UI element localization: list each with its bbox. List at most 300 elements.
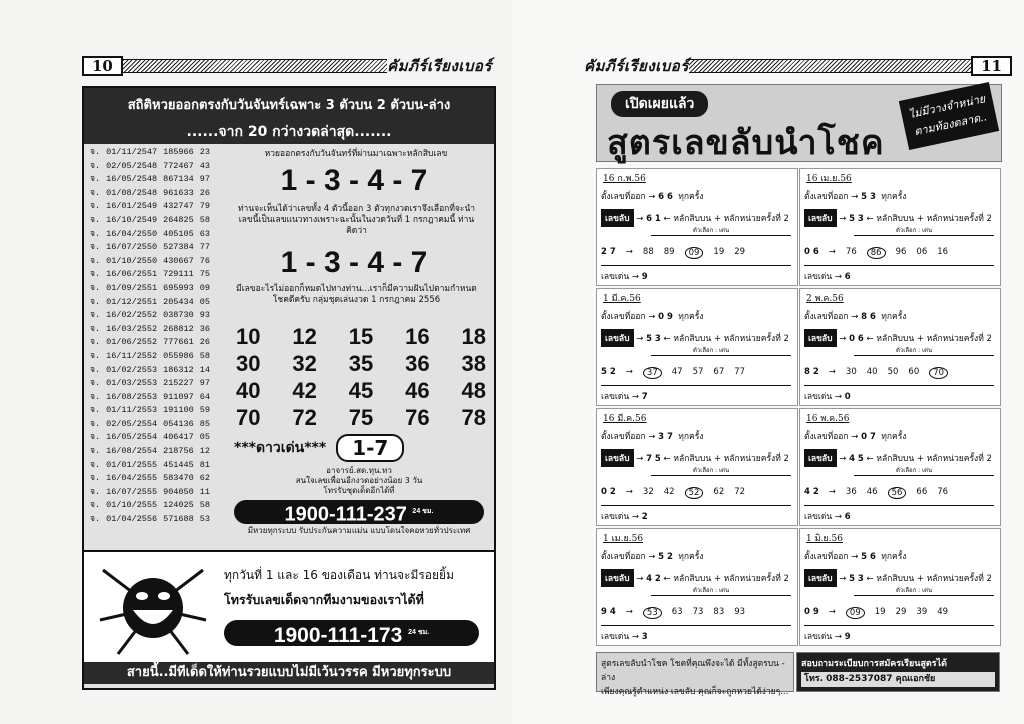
- draw-date: 01/11/2547: [106, 147, 158, 157]
- draw-row: [90, 513, 220, 527]
- draw-date: 02/05/2548: [106, 160, 158, 171]
- formula-panel: [799, 288, 1001, 406]
- draw-mark: จ.: [90, 214, 101, 225]
- draw-date: 01/10/2555: [106, 500, 158, 511]
- seq-start: 0 2: [601, 487, 616, 497]
- sequence-number: 39: [916, 607, 928, 617]
- every-label: ทุกครั้ง: [881, 552, 907, 562]
- bracket-line: [854, 235, 994, 244]
- draw-row: [90, 499, 220, 513]
- draw-row: [90, 228, 220, 242]
- draw-date: 01/06/2552: [106, 337, 158, 348]
- kicker: เปิดเผยแล้ว: [611, 91, 708, 117]
- play-label: เลขเด่น: [601, 512, 630, 522]
- draw-date: 16/08/2554: [106, 446, 158, 457]
- draw-mark: จ.: [90, 255, 101, 266]
- draw-top: 054136: [163, 418, 194, 429]
- seq-start: 8 2: [804, 367, 819, 377]
- phone-1[interactable]: [234, 500, 484, 524]
- draw-top: 451445: [163, 459, 194, 470]
- play-line: เลขเด่น → 6: [804, 512, 851, 522]
- left-page-header: [82, 56, 492, 76]
- smiley-icon: [98, 560, 208, 656]
- draw-date: 16/04/2550: [106, 228, 158, 239]
- draw-row: [90, 336, 220, 350]
- hint-label: ตัวเลือก : เด่น: [693, 587, 730, 594]
- draw-top: 038730: [163, 310, 194, 321]
- sequence-number: 57: [692, 367, 704, 377]
- secret-row: เลขลับ → 5 3 ← หลักสิบบน + หลักหน่วยครั้งที่ 2: [804, 569, 992, 587]
- grid-row: [236, 324, 486, 351]
- draw-mark: จ.: [90, 459, 101, 470]
- bracket-line: [854, 475, 994, 484]
- grid-number: 42: [292, 378, 317, 403]
- draw-mark: จ.: [90, 269, 101, 280]
- formula-panel: [799, 528, 1001, 646]
- play-row: [601, 505, 791, 506]
- draw-top: 695993: [163, 282, 194, 293]
- panel-date: 16 พ.ค.56: [806, 414, 850, 424]
- star-value: 1-7: [336, 434, 404, 462]
- draw-mark: จ.: [90, 446, 101, 457]
- draw-bottom: 97: [199, 378, 210, 389]
- play-digit: 3: [641, 632, 648, 642]
- out-digits: 5 2: [658, 552, 673, 562]
- secret-tag: เลขลับ: [804, 329, 837, 347]
- secret-digits: 7 5: [646, 454, 661, 464]
- draw-date: 01/10/2550: [106, 255, 158, 266]
- draw-top: 911097: [163, 391, 194, 402]
- draw-date: 16/07/2555: [106, 486, 158, 497]
- draw-date: 01/11/2553: [106, 405, 158, 416]
- draw-date: 01/04/2556: [106, 514, 158, 525]
- sequence-number: 29: [895, 607, 907, 617]
- play-line: เลขเด่น → 3: [601, 632, 648, 642]
- draw-date: 01/09/2551: [106, 282, 158, 293]
- out-label: ตั้งเลขที่ออก: [804, 552, 849, 562]
- draw-bottom: 79: [199, 201, 210, 212]
- sequence-number: 93: [734, 607, 746, 617]
- header-hatch: [689, 59, 971, 73]
- secret-row: เลขลับ → 5 3 ← หลักสิบบน + หลักหน่วยครั้งที่ 2: [804, 209, 992, 227]
- out-row: ตั้งเลขที่ออก → 5 3 ทุกครั้ง: [804, 192, 907, 202]
- grid-number: 46: [405, 378, 430, 403]
- grid-row: [236, 378, 486, 405]
- draw-top: 124025: [163, 500, 194, 511]
- draw-bottom: 05: [199, 432, 210, 443]
- draw-row: [90, 282, 220, 296]
- draw-mark: จ.: [90, 242, 101, 253]
- draw-date: 01/01/2555: [106, 459, 158, 470]
- every-label: ทุกครั้ง: [678, 552, 704, 562]
- panel-date: 16 มี.ค.56: [603, 414, 647, 424]
- sequence-number: 49: [937, 607, 949, 617]
- left-footer: สายนี้..มีทีเด็ดให้ท่านรวยแบบไม่มีเว้นวรรค มีหวยทุกระบบ: [84, 662, 494, 684]
- grid-number: 16: [405, 324, 430, 349]
- stats-banner: [84, 88, 494, 144]
- footer-left: [596, 652, 794, 697]
- note1: ท่านจะเห็นได้ว่าเลขทั้ง 4 ตัวนี้ออก 3 ตัวทุกงวดเราจึงเลือกที่จะนำเลขนี้เป็นเลขแนวทางเพราะฉะนั้นในงวดวันที่ 1 กรกฎาคมนี้ ท่านคิดว่า: [237, 204, 476, 236]
- draw-bottom: 75: [199, 269, 210, 280]
- draw-row: [90, 364, 220, 378]
- draw-bottom: 26: [199, 337, 210, 348]
- bracket-line: [854, 355, 994, 364]
- sequence-number: 09: [846, 607, 865, 619]
- draw-bottom: 05: [199, 296, 210, 307]
- draw-date: 16/10/2549: [106, 214, 158, 225]
- sequence-number: 60: [908, 367, 920, 377]
- headline: สูตรเลขลับนำโชค: [607, 123, 885, 163]
- draw-mark: จ.: [90, 432, 101, 443]
- hint-label: ตัวเลือก : เด่น: [896, 587, 933, 594]
- sequence-number: 63: [671, 607, 683, 617]
- draw-mark: จ.: [90, 337, 101, 348]
- small-note: อาจารย์.สด.ทุน.ทว: [326, 466, 392, 475]
- play-row: [804, 265, 994, 266]
- draw-bottom: 36: [199, 323, 210, 334]
- grid-number: 40: [236, 378, 261, 403]
- draw-row: [90, 391, 220, 405]
- draw-date: 16/01/2549: [106, 201, 158, 212]
- play-label: เลขเด่น: [601, 632, 630, 642]
- draw-date: 16/03/2552: [106, 323, 158, 334]
- sequence-number: 53: [643, 607, 662, 619]
- footer-right: [796, 652, 1000, 692]
- secret-digits: 0 6: [849, 334, 864, 344]
- banner-line2: ......จาก 20 กว่างวดล่าสุด.......: [186, 124, 392, 140]
- sequence-number: 42: [663, 487, 675, 497]
- draw-top: 772467: [163, 160, 194, 171]
- draw-bottom: 59: [199, 405, 210, 416]
- draw-date: 01/12/2551: [106, 296, 158, 307]
- formula-panels: [596, 168, 1000, 648]
- play-line: เลขเด่น → 9: [804, 632, 851, 642]
- sequence-number: 77: [734, 367, 746, 377]
- grid-number: 36: [405, 351, 430, 376]
- phone-2[interactable]: [224, 620, 479, 646]
- draw-date: 16/04/2555: [106, 473, 158, 484]
- secret-row: เลขลับ → 6 1 ← หลักสิบบน + หลักหน่วยครั้งที่ 2: [601, 209, 789, 227]
- footer-left-line1: สูตรเลขลับนำโชค โชคที่คุณพึงจะได้ มีทั้งสูตรบน - ล่าง: [601, 659, 785, 683]
- draw-top: 867134: [163, 174, 194, 185]
- draw-row: [90, 255, 220, 269]
- play-row: [804, 625, 994, 626]
- panel-date: 1 มี.ค.56: [603, 294, 641, 304]
- play-digit: 6: [844, 272, 851, 282]
- formula-label: หลักสิบบน + หลักหน่วยครั้งที่ 2: [876, 454, 992, 464]
- draw-date: 16/05/2548: [106, 174, 158, 185]
- page-number: 10: [82, 56, 123, 76]
- draw-mark: จ.: [90, 282, 101, 293]
- out-digits: 0 7: [861, 432, 876, 442]
- sequence-row: 9 4 → 53 63 73 83 93: [601, 607, 746, 618]
- hint-label: ตัวเลือก : เด่น: [896, 467, 933, 474]
- out-digits: 5 3: [861, 192, 876, 202]
- panel-date: 1 มิ.ย.56: [806, 534, 843, 544]
- play-label: เลขเด่น: [804, 272, 833, 282]
- every-label: ทุกครั้ง: [678, 192, 704, 202]
- secret-tag: เลขลับ: [601, 209, 634, 227]
- draw-mark: จ.: [90, 228, 101, 239]
- play-label: เลขเด่น: [804, 632, 833, 642]
- play-digit: 2: [641, 512, 648, 522]
- grid-number: 30: [236, 351, 261, 376]
- formula-label: หลักสิบบน + หลักหน่วยครั้งที่ 2: [673, 214, 789, 224]
- draw-bottom: 93: [199, 310, 210, 321]
- formula-panel: [799, 408, 1001, 526]
- grid-number: 18: [461, 324, 486, 349]
- play-line: เลขเด่น → 0: [804, 392, 851, 402]
- sequence-number: 88: [642, 247, 654, 257]
- formula-panel: [596, 408, 798, 526]
- play-label: เลขเด่น: [601, 272, 630, 282]
- sequence-number: 46: [866, 487, 878, 497]
- footer-right-line2[interactable]: โทร. 088-2537087 คุณเอกชัย: [801, 672, 995, 687]
- draw-row: [90, 187, 220, 201]
- grid-row: [236, 351, 486, 378]
- formula-panel: [596, 288, 798, 406]
- secret-row: เลขลับ → 4 2 ← หลักสิบบน + หลักหน่วยครั้งที่ 2: [601, 569, 789, 587]
- out-row: ตั้งเลขที่ออก → 0 7 ทุกครั้ง: [804, 432, 907, 442]
- out-row: ตั้งเลขที่ออก → 3 7 ทุกครั้ง: [601, 432, 704, 442]
- sequence-row: 0 2 → 32 42 52 62 72: [601, 487, 746, 498]
- seq-start: 9 4: [601, 607, 616, 617]
- secret-row: เลขลับ → 5 3 ← หลักสิบบน + หลักหน่วยครั้งที่ 2: [601, 329, 789, 347]
- every-label: ทุกครั้ง: [881, 312, 907, 322]
- out-digits: 3 7: [658, 432, 673, 442]
- small-note: สนใจเลขเพื่อนอีกงวดอย่างน้อย 3 วัน: [295, 476, 423, 485]
- draw-row: [90, 146, 220, 160]
- out-row: ตั้งเลขที่ออก → 6 6 ทุกครั้ง: [601, 192, 704, 202]
- draw-bottom: 11: [199, 486, 210, 497]
- grid-number: 76: [405, 405, 430, 430]
- secret-digits: 6 1: [646, 214, 661, 224]
- sequence-number: 30: [845, 367, 857, 377]
- hint-label: ตัวเลือก : เด่น: [896, 227, 933, 234]
- formula-label: หลักสิบบน + หลักหน่วยครั้งที่ 2: [673, 334, 789, 344]
- headline-block: [596, 84, 1002, 162]
- out-row: ตั้งเลขที่ออก → 0 9 ทุกครั้ง: [601, 312, 704, 322]
- draw-row: [90, 160, 220, 174]
- draw-date: 16/11/2552: [106, 350, 158, 361]
- panel-date: 1 เม.ย.56: [603, 534, 644, 544]
- promo-line2: โทรรับเลขเด็ดจากทีมงามของเราได้ที่: [224, 592, 424, 607]
- note-after-phone: มีหวยทุกระบบ รับประกันความแม่น แบบโดนใจคอหวยทั่วประเทศ: [247, 526, 471, 535]
- seq-start: 0 6: [804, 247, 819, 257]
- draw-top: 527384: [163, 242, 194, 253]
- formula-label: หลักสิบบน + หลักหน่วยครั้งที่ 2: [673, 574, 789, 584]
- sequence-number: 50: [887, 367, 899, 377]
- grid-number: 38: [461, 351, 486, 376]
- sequence-number: 19: [713, 247, 725, 257]
- out-digits: 0 9: [658, 312, 673, 322]
- sequence-number: 76: [937, 487, 949, 497]
- every-label: ทุกครั้ง: [881, 432, 907, 442]
- seq-start: 5 2: [601, 367, 616, 377]
- play-row: [804, 385, 994, 386]
- draw-top: 571688: [163, 514, 194, 525]
- draw-bottom: 97: [199, 174, 210, 185]
- draw-bottom: 43: [199, 160, 210, 171]
- sequence-number: 66: [916, 487, 928, 497]
- draw-bottom: 76: [199, 255, 210, 266]
- draw-row: [90, 323, 220, 337]
- brand-title: คัมภีร์เรียงเบอร์: [584, 57, 689, 75]
- play-line: เลขเด่น → 9: [601, 272, 648, 282]
- play-digit: 7: [641, 392, 648, 402]
- seq-start: 2 7: [601, 247, 616, 257]
- draw-bottom: 14: [199, 364, 210, 375]
- draw-row: [90, 268, 220, 282]
- secret-tag: เลขลับ: [601, 449, 634, 467]
- phone-1-number[interactable]: 1900-111-237: [284, 503, 407, 526]
- secret-tag: เลขลับ: [601, 329, 634, 347]
- draw-mark: จ.: [90, 418, 101, 429]
- draw-mark: จ.: [90, 310, 101, 321]
- note2: มีเลขอะไรไม่ออกก็หมดไปทางท่าน...เราก็มีความฝันไปตามกำหนดโชคดีครับ กลุ่มชุดเล่นงวด 1 กรกฎาคม 2556: [236, 284, 477, 305]
- out-label: ตั้งเลขที่ออก: [601, 192, 646, 202]
- secret-tag: เลขลับ: [804, 569, 837, 587]
- sequence-number: 09: [685, 247, 704, 259]
- secret-digits: 4 5: [849, 454, 864, 464]
- small-notes: [234, 466, 484, 496]
- draw-top: 185966: [163, 147, 194, 157]
- panel-date: 16 เม.ย.56: [806, 174, 852, 184]
- draw-bottom: 77: [199, 242, 210, 253]
- secret-tag: เลขลับ: [601, 569, 634, 587]
- draw-date: 02/05/2554: [106, 418, 158, 429]
- page-number: 11: [971, 56, 1012, 76]
- draw-bottom: 58: [199, 350, 210, 361]
- sequence-row: 5 2 → 37 47 57 67 77: [601, 367, 746, 378]
- out-row: ตั้งเลขที่ออก → 5 6 ทุกครั้ง: [804, 552, 907, 562]
- grid-number: 75: [348, 405, 374, 430]
- secret-digits: 5 3: [849, 574, 864, 584]
- hint-label: ตัวเลือก : เด่น: [896, 347, 933, 354]
- digits-mid: 1 - 3 - 4 - 7: [280, 246, 428, 279]
- phone-2-hours: 24 ชม.: [408, 629, 430, 636]
- draw-top: 215227: [163, 378, 194, 389]
- sequence-number: 83: [713, 607, 725, 617]
- brand-title: คัมภีร์เรียงเบอร์: [387, 57, 492, 75]
- seq-start: 4 2: [804, 487, 819, 497]
- out-label: ตั้งเลขที่ออก: [601, 312, 646, 322]
- play-label: เลขเด่น: [804, 392, 833, 402]
- sequence-row: 4 2 → 36 46 56 66 76: [804, 487, 949, 498]
- draw-row: [90, 445, 220, 459]
- draw-mark: จ.: [90, 405, 101, 416]
- draw-date: 01/03/2553: [106, 378, 158, 389]
- draw-date: 16/05/2554: [106, 432, 158, 443]
- sequence-number: 62: [713, 487, 725, 497]
- star-row: [234, 434, 484, 462]
- phone-1-hours: 24 ชม.: [412, 508, 434, 515]
- sequence-row: 2 7 → 88 89 09 19 29: [601, 247, 746, 258]
- panel-date: 16 ก.พ.56: [603, 174, 646, 184]
- play-line: เลขเด่น → 2: [601, 512, 648, 522]
- sequence-row: 8 2 → 30 40 50 60 70: [804, 367, 948, 379]
- star-label: ***ดาวเด่น***: [234, 440, 327, 456]
- corner-tag: ไม่มีวางจำหน่ายตามท้องตลาด..: [899, 82, 999, 150]
- draw-row: [90, 431, 220, 445]
- draw-mark: จ.: [90, 473, 101, 484]
- formula-panel: [799, 168, 1001, 286]
- out-row: ตั้งเลขที่ออก → 8 6 ทุกครั้ง: [804, 312, 907, 322]
- draw-list: [90, 146, 220, 527]
- draw-mark: จ.: [90, 147, 101, 157]
- sequence-row: 0 6 → 76 86 96 06 16: [804, 247, 949, 258]
- draw-top: 218756: [163, 446, 194, 457]
- draw-top: 405105: [163, 228, 194, 239]
- draw-date: 16/07/2550: [106, 242, 158, 253]
- formula-label: หลักสิบบน + หลักหน่วยครั้งที่ 2: [876, 214, 992, 224]
- sequence-row: 0 9 → 09 19 29 39 49: [804, 607, 949, 618]
- draw-top: 205434: [163, 296, 194, 307]
- bracket-line: [651, 355, 791, 364]
- out-label: ตั้งเลขที่ออก: [804, 432, 849, 442]
- every-label: ทุกครั้ง: [678, 312, 704, 322]
- panel-date: 2 พ.ค.56: [806, 294, 844, 304]
- seq-start: 0 9: [804, 607, 819, 617]
- draw-row: [90, 459, 220, 473]
- grid-row: [236, 405, 486, 432]
- out-digits: 8 6: [861, 312, 876, 322]
- grid-number: 78: [461, 405, 486, 430]
- sequence-number: 73: [692, 607, 704, 617]
- draw-row: [90, 241, 220, 255]
- hint-label: ตัวเลือก : เด่น: [693, 467, 730, 474]
- secret-tag: เลขลับ: [804, 449, 837, 467]
- draw-bottom: 58: [199, 500, 210, 511]
- out-row: ตั้งเลขที่ออก → 5 2 ทุกครั้ง: [601, 552, 704, 562]
- draw-date: 01/02/2553: [106, 364, 158, 375]
- bracket-line: [651, 475, 791, 484]
- draw-top: 430667: [163, 255, 194, 266]
- draw-top: 186312: [163, 364, 194, 375]
- grid-number: 15: [348, 324, 374, 349]
- draw-row: [90, 309, 220, 323]
- draw-bottom: 53: [199, 514, 210, 525]
- sequence-number: 89: [663, 247, 675, 257]
- digits-top: 1 - 3 - 4 - 7: [280, 164, 428, 197]
- grid-number: 70: [236, 405, 261, 430]
- sequence-number: 36: [845, 487, 857, 497]
- out-label: ตั้งเลขที่ออก: [804, 192, 849, 202]
- draw-bottom: 62: [199, 473, 210, 484]
- draw-top: 264825: [163, 214, 194, 225]
- draw-top: 191100: [163, 405, 194, 416]
- draw-bottom: 63: [199, 228, 210, 239]
- draw-row: [90, 404, 220, 418]
- hint-label: ตัวเลือก : เด่น: [693, 227, 730, 234]
- draw-mark: จ.: [90, 323, 101, 334]
- draw-row: [90, 377, 220, 391]
- draw-date: 16/02/2552: [106, 310, 158, 321]
- sequence-number: 16: [937, 247, 949, 257]
- sequence-number: 37: [643, 367, 662, 379]
- phone-2-number[interactable]: 1900-111-173: [273, 624, 403, 647]
- draw-row: [90, 418, 220, 432]
- draw-mark: จ.: [90, 174, 101, 185]
- draw-bottom: 81: [199, 459, 210, 470]
- sequence-number: 32: [642, 487, 654, 497]
- grid-number: 32: [292, 351, 317, 376]
- draw-mark: จ.: [90, 391, 101, 402]
- draw-row: [90, 200, 220, 214]
- grid-number: 45: [348, 378, 374, 403]
- draw-row: [90, 350, 220, 364]
- draw-top: 268812: [163, 323, 194, 334]
